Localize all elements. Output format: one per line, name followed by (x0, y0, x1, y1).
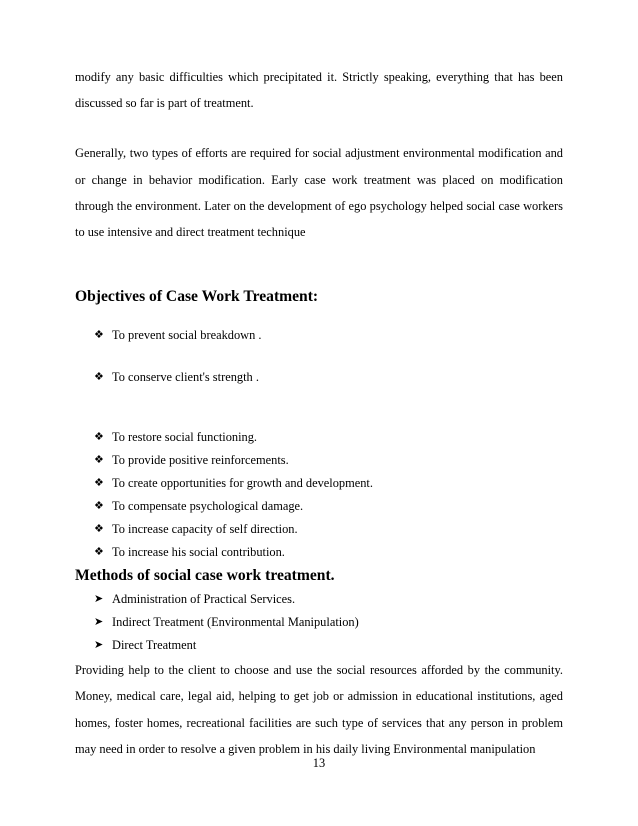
objectives-list-top (75, 324, 563, 389)
body-paragraph: modify any basic difficulties which precipitated it. Strictly speaking, everything that has been discussed so far is part of treatment. (75, 70, 563, 111)
list-item-text: To conserve client's strength . (112, 370, 259, 385)
diamond-bullet-icon: ❖ (94, 523, 104, 536)
list-item-text: To provide positive reinforcements. (112, 453, 289, 468)
objectives-heading: Objectives of Case Work Treatment: (75, 288, 319, 306)
list-item (94, 449, 563, 472)
arrowhead-bullet-icon: ➤ (94, 593, 104, 606)
list-item (94, 366, 563, 389)
body-paragraph: Providing help to the client to choose and use the social resources afforded by the community. Money, medical care, legal aid, helping to get job or admission in educational institutions, aged homes, foster homes, recreational facilities are such type of services that any person in problem may need in order to resolve a given problem in his daily living Environmental manipulation (75, 663, 563, 756)
list-item (94, 518, 563, 541)
methods-list (75, 588, 563, 657)
list-item-text: Indirect Treatment (Environmental Manipulation) (112, 615, 359, 630)
objectives-list (75, 426, 563, 564)
list-item (94, 634, 563, 657)
list-item-text: To create opportunities for growth and development. (112, 476, 373, 491)
diamond-bullet-icon: ❖ (94, 431, 104, 444)
list-item-text: To compensate psychological damage. (112, 499, 304, 514)
arrowhead-bullet-icon: ➤ (94, 639, 104, 652)
methods-heading: Methods of social case work treatment. (75, 567, 335, 585)
list-item (94, 588, 563, 611)
arrowhead-bullet-icon: ➤ (94, 616, 104, 629)
list-item-text: Direct Treatment (112, 638, 197, 653)
diamond-bullet-icon: ❖ (94, 546, 104, 559)
list-item (94, 324, 563, 347)
list-item (94, 472, 563, 495)
list-item (94, 611, 563, 634)
diamond-bullet-icon: ❖ (94, 371, 104, 384)
body-paragraph: Generally, two types of efforts are required for social adjustment environmental modification and or change in behavior modification. Early case work treatment was placed on modification through the environment. Later on the development of ego psychology helped social case workers to use intensive and direct treatment technique (75, 146, 563, 240)
list-item-text: To increase his social contribution. (112, 545, 285, 560)
list-item (94, 426, 563, 449)
list-item-text: To restore social functioning. (112, 430, 258, 445)
list-item-text: To increase capacity of self direction. (112, 522, 298, 537)
list-item (94, 541, 563, 564)
list-item-text: Administration of Practical Services. (112, 592, 296, 607)
diamond-bullet-icon: ❖ (94, 454, 104, 467)
diamond-bullet-icon: ❖ (94, 329, 104, 342)
list-item-text: To prevent social breakdown . (112, 328, 262, 343)
list-item (94, 495, 563, 518)
diamond-bullet-icon: ❖ (94, 500, 104, 513)
document-page (75, 64, 563, 762)
page-number: 13 (312, 756, 326, 770)
diamond-bullet-icon: ❖ (94, 477, 104, 490)
